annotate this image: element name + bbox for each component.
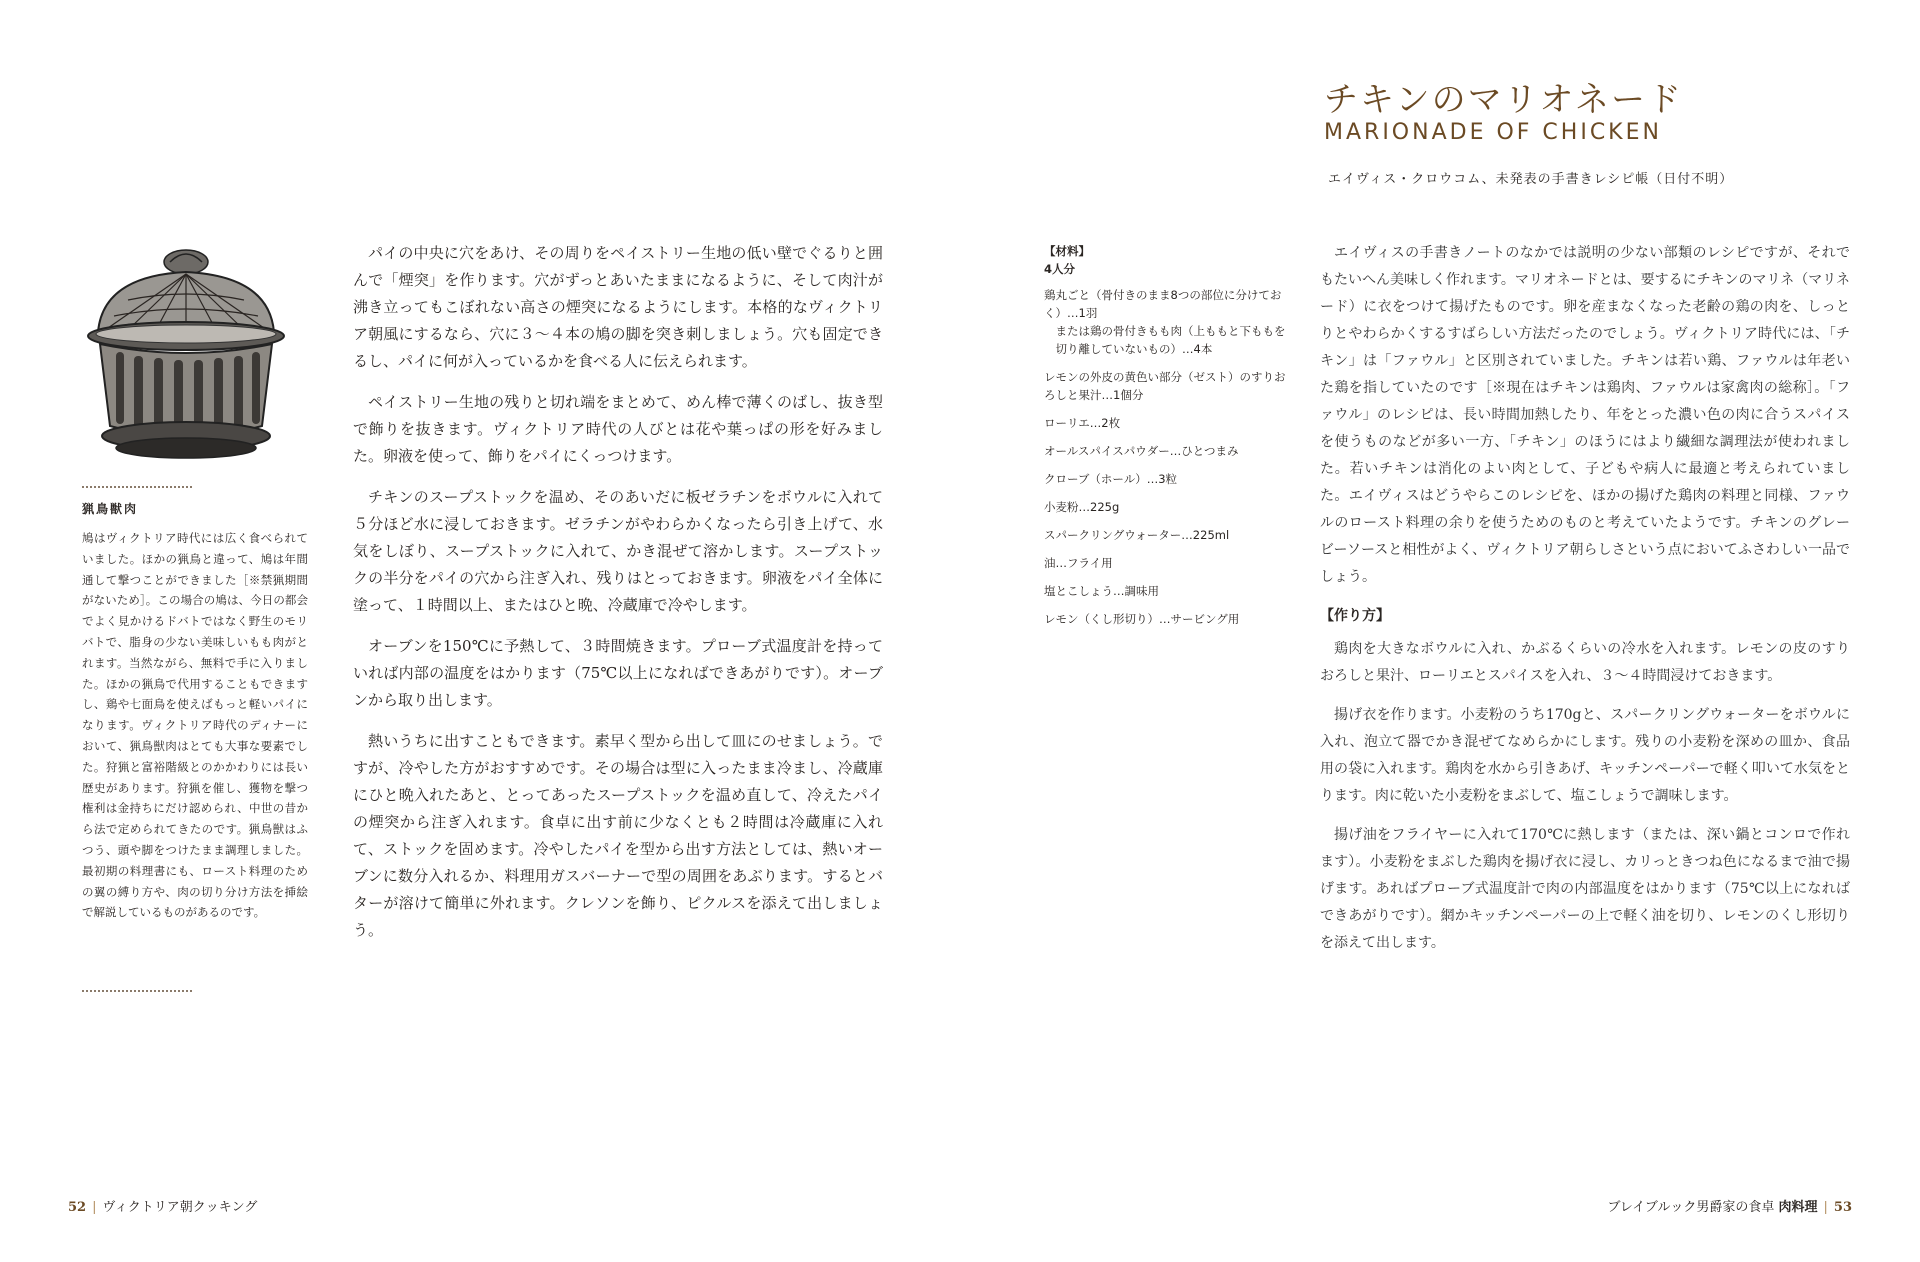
ingredients-heading: 【材料】 xyxy=(1044,244,1090,258)
paragraph: パイの中央に穴をあけ、その周りをペイストリー生地の低い壁でぐるりと囲んで「煙突」を作ります。穴がずっとあいたままになるように、そして肉汁が沸き立ってもこぼれない高さの煙突になるようにします。本格的なヴィクトリア朝風にするなら、穴に３～４本の鳩の脚を突き刺しましょう。穴も固定できるし、パイに何が入っているかを食べる人に伝えられます。 xyxy=(353,244,883,370)
running-title-right: ブレイブルック男爵家の食卓 xyxy=(1607,1200,1775,1215)
left-page-body xyxy=(353,240,883,958)
right-page-body xyxy=(1320,240,1850,969)
ingredient-line: 小麦粉…225g xyxy=(1044,500,1120,514)
ingredient-line: クローブ（ホール）…3粒 xyxy=(1044,472,1178,486)
servings: 4人分 xyxy=(1044,262,1076,276)
ingredient-line: スパークリングウォーター…225ml xyxy=(1044,528,1230,542)
ingredient-item xyxy=(1044,414,1294,432)
ingredient-item xyxy=(1044,554,1294,572)
ingredient-item xyxy=(1044,286,1294,358)
intro-paragraph: エイヴィスの手書きノートのなかでは説明の少ない部類のレシピですが、それでもたいへん美味しく作れます。マリオネードとは、要するにチキンのマリネ（マリネード）に衣をつけて揚げたものです。卵を産まなくなった老齢の鶏の肉を、しっとりとやわらかくするすばらしい方法だったのでしょう。ヴィクトリア時代には、「チキン」は「ファウル」と区別されていました。チキンは若い鶏、ファウルは年老いた鶏を指していたのです［※現在はチキンは鶏肉、ファウルは家禽肉の総称］。「ファウル」のレシピは、長い時間加熱したり、年をとった濃い色の肉に合うスパイスを使うものなどが多い一方、「チキン」のほうにはより繊細な調理法が使われました。若いチキンは消化のよい肉として、子どもや病人に最適と考えられていました。エイヴィスはどうやらこのレシピを、ほかの揚げた鶏肉の料理と同様、ファウルのロースト料理の余りを使うためのものと考えていたようです。チキンのグレービーソースと相性がよく、ヴィクトリア朝らしさという点においてふさわしい一品でしょう。 xyxy=(1320,245,1850,585)
ingredient-item xyxy=(1044,470,1294,488)
ingredient-item xyxy=(1044,582,1294,600)
footer-separator: | xyxy=(92,1200,97,1215)
ingredient-line: 塩とこしょう…調味用 xyxy=(1044,584,1159,598)
paragraph: オーブンを150℃に予熱して、３時間焼きます。プローブ式温度計を持っていれば内部の温度をはかります（75℃以上になればできあがりです）。オーブンから取り出します。 xyxy=(353,637,883,709)
page-number-right: 53 xyxy=(1833,1200,1852,1215)
ingredient-line: レモン（くし形切り）…サービング用 xyxy=(1044,612,1240,626)
method-step: 鶏肉を大きなボウルに入れ、かぶるくらいの冷水を入れます。レモンの皮のすりおろしと果汁、ローリエとスパイスを入れ、３～４時間浸けておきます。 xyxy=(1320,641,1850,684)
method-step: 揚げ衣を作ります。小麦粉のうち170gと、スパークリングウォーターをボウルに入れ、泡立て器でかき混ぜてなめらかにします。残りの小麦粉を深めの皿か、食品用の袋に入れます。鶏肉を水から引きあげ、キッチンペーパーで軽く叩いて水気をとります。肉に乾いた小麦粉をまぶして、塩こしょうで調味します。 xyxy=(1320,707,1850,804)
method-step: 揚げ油をフライヤーに入れて170℃に熱します（または、深い鍋とコンロで作れます）。小麦粉をまぶした鶏肉を揚げ衣に浸し、カリっときつね色になるまで油で揚げます。あればプローブ式温度計で肉の内部温度をはかります（75℃以上になればできあがりです）。網かキッチンペーパーの上で軽く油を切り、レモンのくし形切りを添えて出します。 xyxy=(1320,827,1850,951)
sidebar-bottom-divider xyxy=(82,990,192,992)
footer-right xyxy=(1607,1196,1852,1215)
recipe-title-japanese: チキンのマリオネード xyxy=(1324,80,1683,120)
footer-left xyxy=(68,1196,257,1215)
ingredient-item xyxy=(1044,498,1294,516)
running-section-right: 肉料理 xyxy=(1778,1200,1818,1215)
ingredient-item xyxy=(1044,526,1294,544)
ingredient-line: 油…フライ用 xyxy=(1044,556,1113,570)
method-heading: 【作り方】 xyxy=(1320,608,1390,624)
sidebar-top-divider xyxy=(82,486,192,488)
paragraph: チキンのスープストックを温め、そのあいだに板ゼラチンをボウルに入れて５分ほど水に浸しておきます。ゼラチンがやわらかくなったら引き上げて、水気をしぼり、スープストックに入れて、かき混ぜて溶かします。スープストックの半分をパイの穴から注ぎ入れ、残りはとっておきます。卵液をパイ全体に塗って、１時間以上、またはひと晩、冷蔵庫で冷やします。 xyxy=(353,488,883,614)
game-pie-mould-illustration xyxy=(68,240,303,470)
recipe-source: エイヴィス・クロウコム、未発表の手書きレシピ帳（日付不明） xyxy=(1328,172,1734,187)
sidebar-heading: 猟鳥獣肉 xyxy=(82,502,139,516)
running-title-left: ヴィクトリア朝クッキング xyxy=(102,1200,258,1215)
ingredient-item xyxy=(1044,368,1294,404)
ingredient-item xyxy=(1044,610,1294,628)
ingredient-line: オールスパイスパウダー…ひとつまみ xyxy=(1044,444,1239,458)
sidebar-text: 鳩はヴィクトリア時代には広く食べられていました。ほかの猟鳥と違って、鳩は年間通して撃つことができました［※禁猟期間がないため］。この場合の鳩は、今日の都会でよく見かけるドバトではなく野生のモリバトで、脂身の少ない美味しいもも肉がとれます。当然ながら、無料で手に入りました。ほかの猟鳥で代用することもできますし、鶏や七面鳥を使えばもっと軽いパイになります。ヴィクトリア時代のディナーにおいて、猟鳥獣肉はとても大事な要素でした。狩猟と富裕階級とのかかわりには長い歴史があります。狩猟を催し、獲物を撃つ権利は金持ちにだけ認められ、中世の昔から法で定められてきたのです。猟鳥獣はふつう、頭や脚をつけたまま調理しました。最初期の料理書にも、ロースト料理のための翼の縛り方や、肉の切り分け方法を挿絵で解説しているものがあるのです。 xyxy=(82,531,308,920)
ingredient-line: ローリエ…2枚 xyxy=(1044,416,1121,430)
recipe-title-english: MARIONADE OF CHICKEN xyxy=(1324,120,1662,145)
paragraph: 熱いうちに出すこともできます。素早く型から出して皿にのせましょう。ですが、冷やした方がおすすめです。その場合は型に入ったまま冷まし、冷蔵庫にひと晩入れたあと、とってあったスープストックを温め直して、冷えたパイの煙突から注ぎ入れます。食卓に出す前に少なくとも２時間は冷蔵庫に入れて、ストックを固めます。冷やしたパイを型から出す方法としては、熱いオーブンに数分入れるか、料理用ガスバーナーで型の周囲をあぶります。するとバターが溶けて簡単に外れます。クレソンを飾り、ピクルスを添えて出しましょう。 xyxy=(353,732,883,939)
footer-separator: | xyxy=(1823,1200,1828,1215)
ingredients-list xyxy=(1044,242,1294,638)
ingredient-line: レモンの外皮の黄色い部分（ゼスト）のすりおろしと果汁…1個分 xyxy=(1044,370,1286,402)
ingredient-line: または鶏の骨付きもも肉（上ももと下ももを切り離していないもの）…4本 xyxy=(1055,324,1286,356)
ingredient-line: 鶏丸ごと（骨付きのまま8つの部位に分けておく）…1羽 xyxy=(1044,288,1282,320)
paragraph: ペイストリー生地の残りと切れ端をまとめて、めん棒で薄くのばし、抜き型で飾りを抜きます。ヴィクトリア時代の人びとは花や葉っぱの形を好みました。卵液を使って、飾りをパイにくっつけます。 xyxy=(353,393,883,465)
ingredient-item xyxy=(1044,442,1294,460)
page-number-left: 52 xyxy=(68,1200,87,1215)
